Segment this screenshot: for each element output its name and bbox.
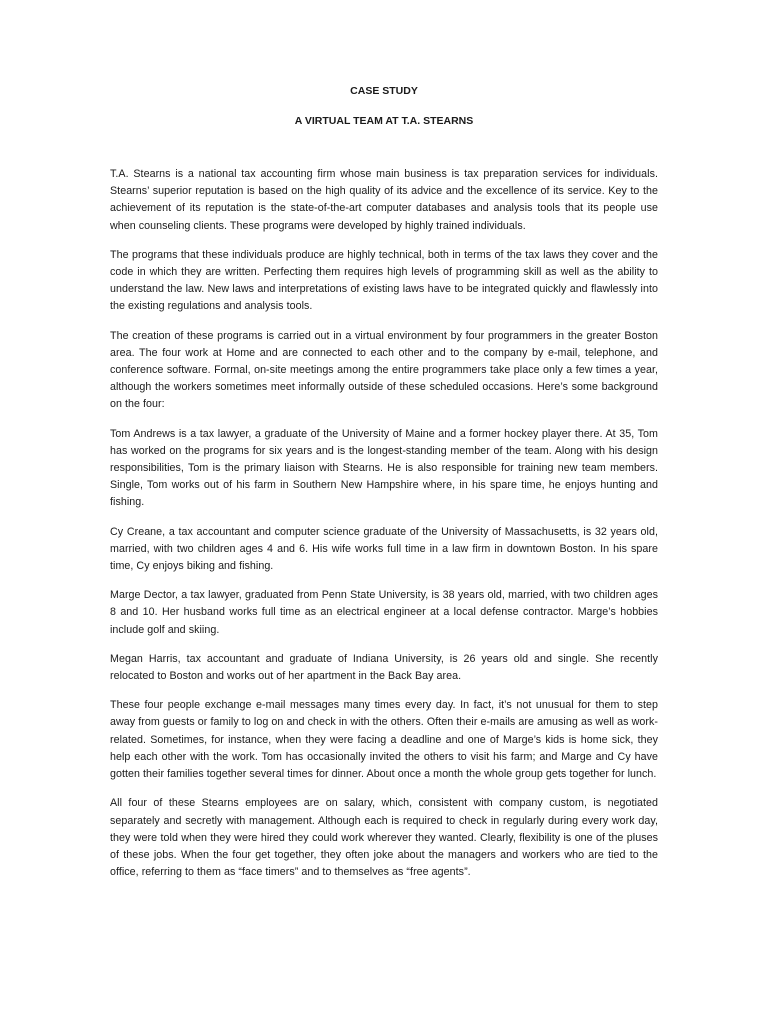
paragraph-virtual-environment: The creation of these programs is carried out in a virtual environment by four programmers in the greater Boston area. The four work at Home and are connected to each other and to the company by e-mail, telephone, and conference software. Formal, on-site meetings among the entire programmers take place only a few times a year, although the workers sometimes meet informally outside of these scheduled occasions. Here’s some background on the four:: [110, 329, 658, 411]
document-body: [110, 166, 658, 881]
paragraph-salary: All four of these Stearns employees are on salary, which, consistent with company custom, is negotiated separately and secretly with management. Although each is required to check in regularly during every work day, they were told when they were hired they could work wherever they wanted. Clearly, flexibility is one of the pluses of these jobs. When the four get together, they often joke about the managers and workers who are tied to the office, referring to them as “face timers” and to themselves as “free agents”.: [110, 797, 658, 879]
paragraph-tom-andrews: Tom Andrews is a tax lawyer, a graduate of the University of Maine and a former hockey player there. At 35, Tom has worked on the programs for six years and is the longest-standing member of the team. Along with his design responsibilities, Tom is the primary liaison with Stearns. He is also responsible for training new team members. Single, Tom works out of his farm in Southern New Hampshire where, in his spare time, he enjoys hunting and fishing.: [110, 427, 658, 509]
paragraph-megan-harris: Megan Harris, tax accountant and graduate of Indiana University, is 26 years old and single. She recently relocated to Boston and works out of her apartment in the Back Bay area.: [110, 652, 658, 683]
document-heading: CASE STUDY: [350, 85, 418, 97]
paragraph-cy-creane: Cy Creane, a tax accountant and computer science graduate of the University of Massachusetts, is 32 years old, married, with two children ages 4 and 6. His wife works full time in a law firm in downtown Boston. In his spare time, Cy enjoys biking and fishing.: [110, 525, 658, 573]
document-page: [110, 84, 658, 893]
document-subheading: A VIRTUAL TEAM AT T.A. STEARNS: [294, 115, 474, 127]
paragraph-intro: T.A. Stearns is a national tax accounting firm whose main business is tax preparation services for individuals. Stearns’ superior reputation is based on the high quality of its advice and the excellence of its service. Key to the achievement of its reputation is the state-of-the-art computer databases and analysis tools that its people use when counseling clients. These programs were developed by highly trained individuals.: [110, 168, 658, 232]
paragraph-email-exchange: These four people exchange e-mail messages many times every day. In fact, it’s not unusual for them to step away from guests or family to log on and check in with the others. Often their e-mails are amusing as well as work-related. Sometimes, for instance, when they were facing a deadline and one of Marge’s kids is home sick, they help each other with the work. Tom has occasionally invited the others to visit his farm; and Marge and Cy have gotten their families together several times for dinner. About once a month the whole group gets together for lunch.: [110, 699, 658, 781]
paragraph-programs: The programs that these individuals produce are highly technical, both in terms of the tax laws they cover and the code in which they are written. Perfecting them requires high levels of programming skill as well as the ability to understand the law. New laws and interpretations of existing laws have to be integrated quickly and flawlessly into the existing regulations and analysis tools.: [110, 248, 658, 313]
paragraph-marge-dector: Marge Dector, a tax lawyer, graduated from Penn State University, is 38 years old, married, with two children ages 8 and 10. Her husband works full time as an electrical engineer at a local defense contractor. Marge’s hobbies include golf and skiing.: [110, 589, 658, 636]
